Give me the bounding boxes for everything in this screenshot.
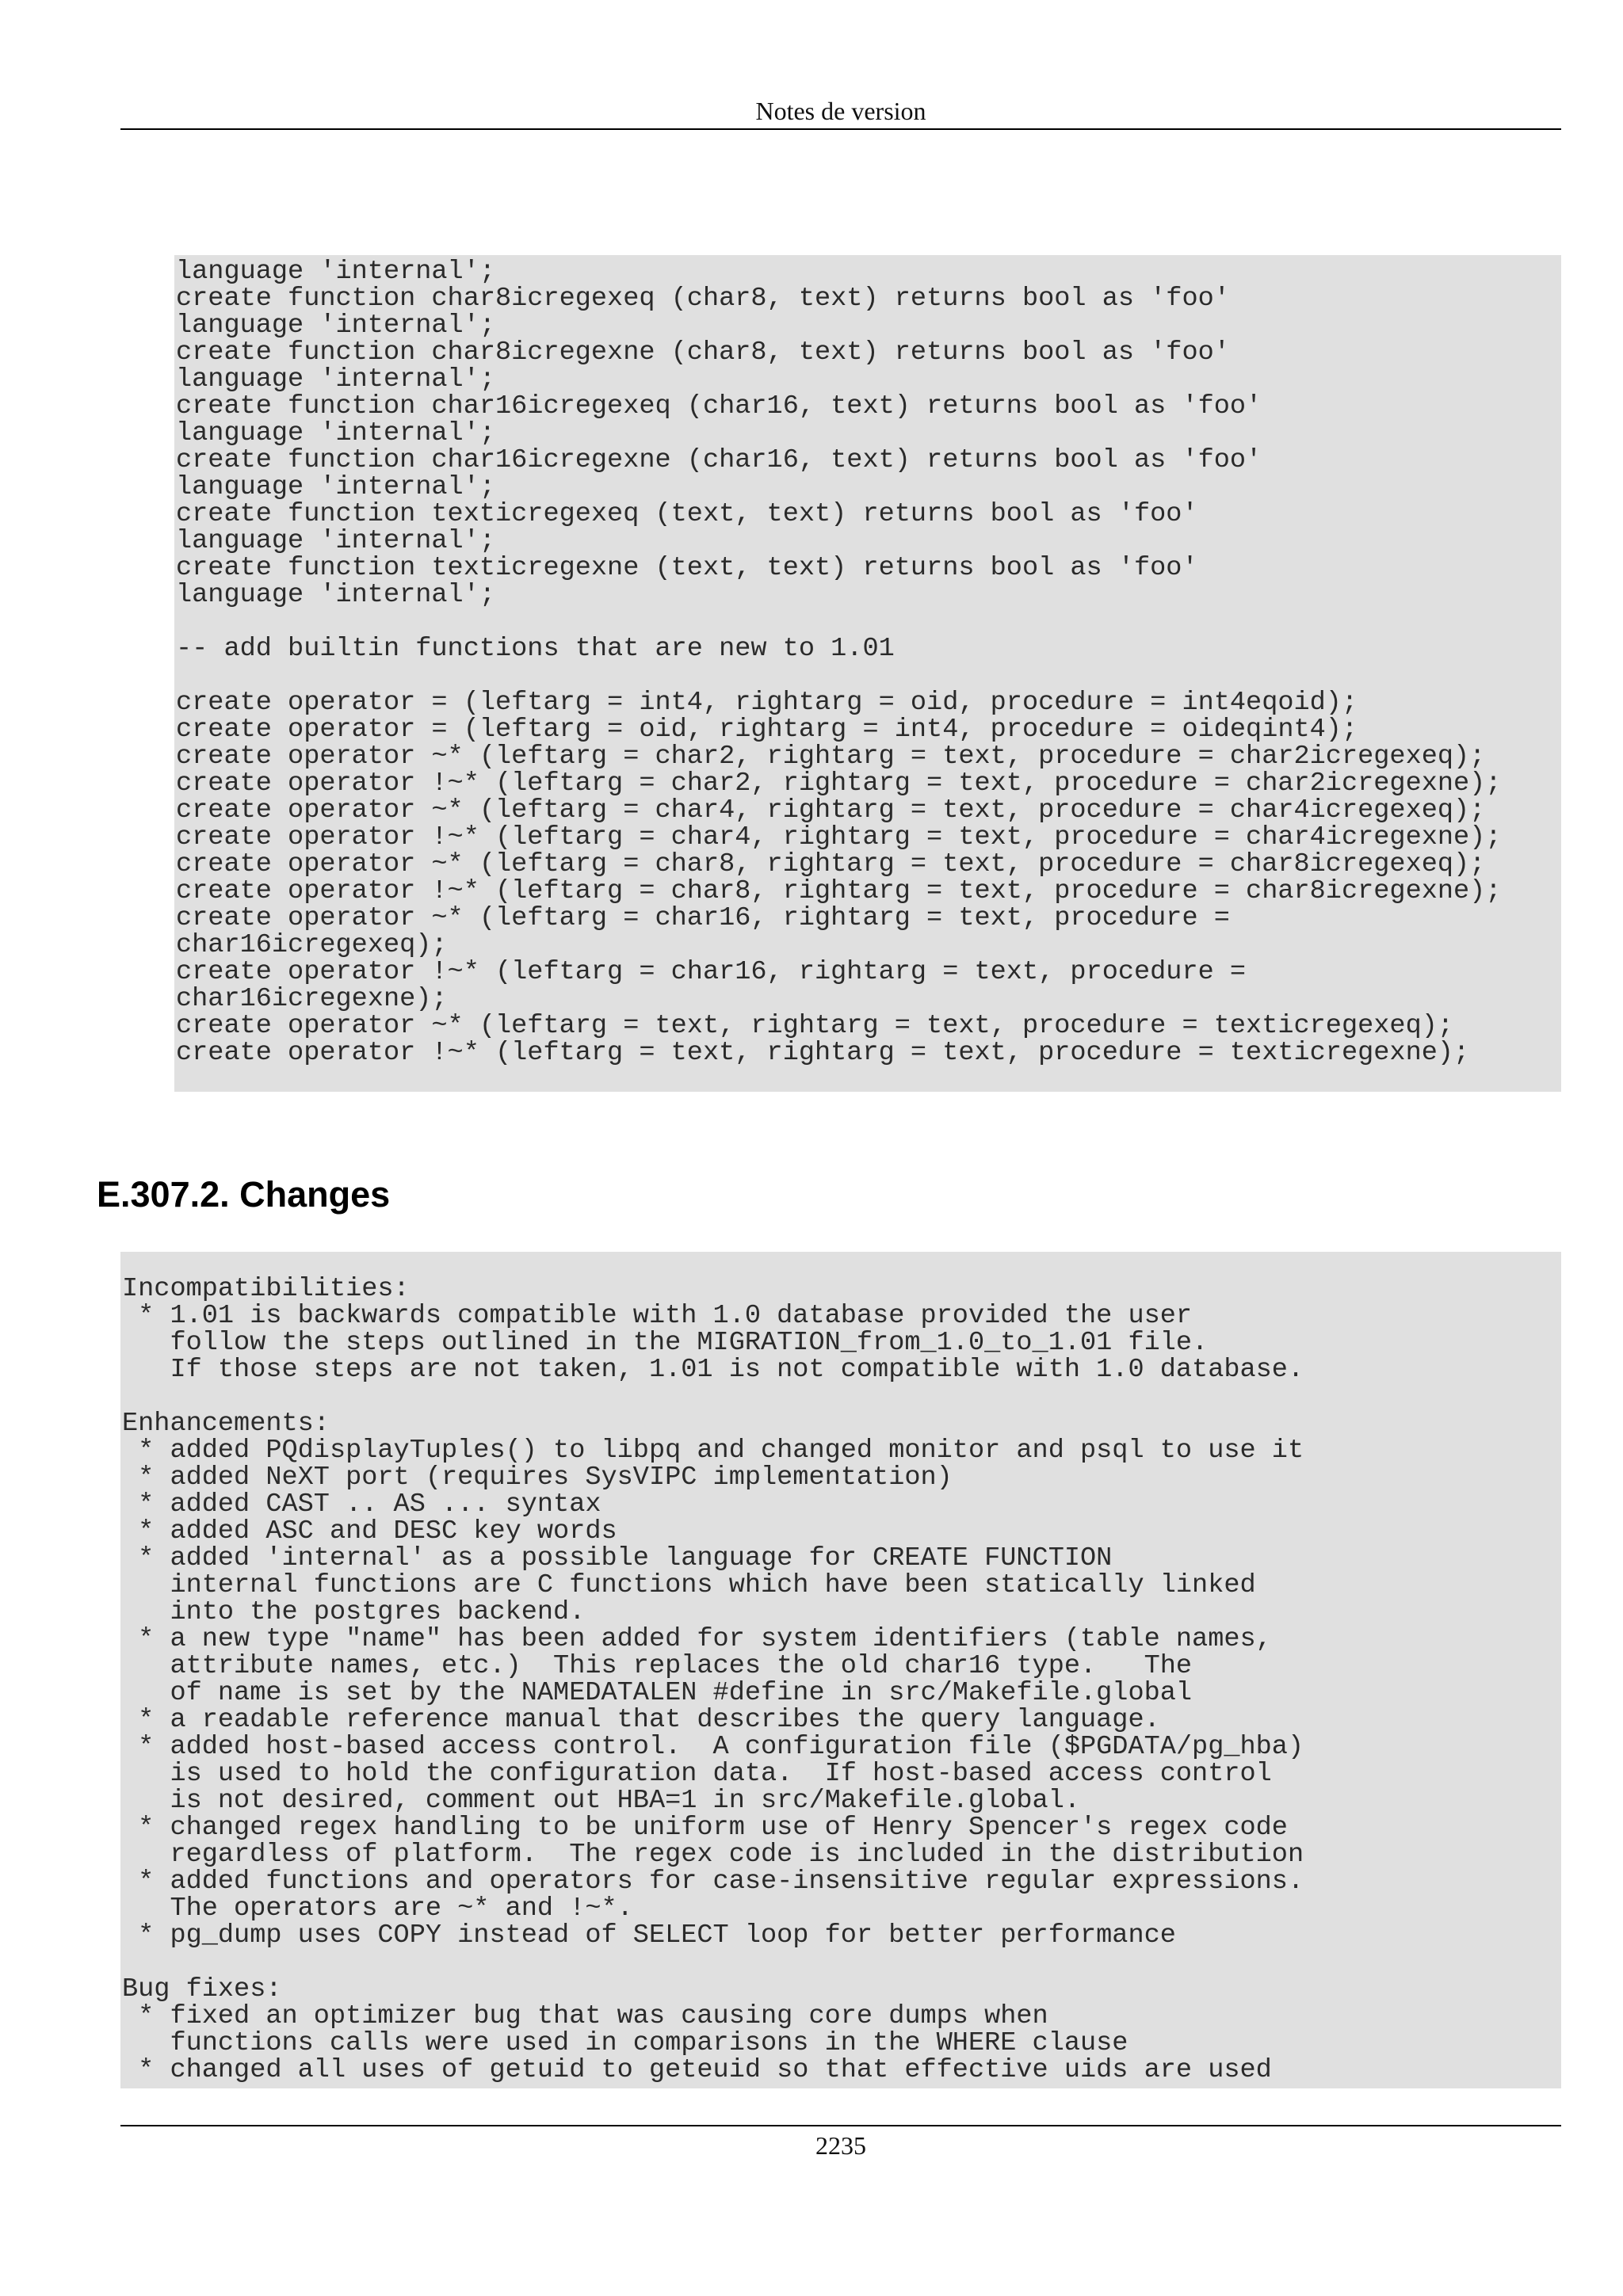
code-block-sql-functions-operators: language 'internal'; create function char8icregexeq (char8, text) returns bool as 'foo' language 'internal'; create function char8icregexne (char8, text) returns bool as 'foo' language 'internal'; create function char16icregexeq (char16, text) returns bool as 'foo' language 'internal'; create function char16icregexne (char16, text) returns bool as 'foo' language 'internal'; create function texticregexeq (text, text) returns bool as 'foo' language 'internal'; create function texticregexne (text, text) returns bool as 'foo' language 'internal'; -- add builtin functions that are new to 1.01 create operator = (leftarg = int4, rightarg = oid, procedure = int4eqoid); create operator = (leftarg = oid, rightarg = int4, procedure = oideqint4); create operator ~* (leftarg = char2, rightarg = text, procedure = char2icregexeq); create operator !~* (leftarg = char2, rightarg = text, procedure = char2icregexne); create operator ~* (leftarg = char4, rightarg = text, procedure = char4icregexeq); create operator !~* (leftarg = char4, rightarg = text, procedure = char4icregexne); create operator ~* (leftarg = char8, rightarg = text, procedure = char8icregexeq); create operator !~* (leftarg = char8, rightarg = text, procedure = char8icregexne); create operator ~* (leftarg = char16, rightarg = text, procedure = char16icregexeq); create operator !~* (leftarg = char16, rightarg = text, procedure = char16icregexne); create operator ~* (leftarg = text, rightarg = text, procedure = texticregexeq); create operator !~* (leftarg = text, rightarg = text, procedure = texticregexne); [174,255,1561,1092]
running-header: Notes de version [755,97,926,125]
header-rule [120,128,1561,130]
code-block-changes-list: Incompatibilities: * 1.01 is backwards compatible with 1.0 database provided the user follow the steps outlined in the MIGRATION_from_1.0_to_1.01 file. If those steps are not taken, 1.01 is not compatible with 1.0 database. Enhancements: * added PQdisplayTuples() to libpq and changed monitor and psql to use it * added NeXT port (requires SysVIPC implementation) * added CAST .. AS ... syntax * added ASC and DESC key words * added 'internal' as a possible language for CREATE FUNCTION internal functions are C functions which have been statically linked into the postgres backend. * a new type "name" has been added for system identifiers (table names, attribute names, etc.) This replaces the old char16 type. The of name is set by the NAMEDATALEN #define in src/Makefile.global * a readable reference manual that describes the query language. * added host-based access control. A configuration file ($PGDATA/pg_hba) is used to hold the configuration data. If host-based access control is not desired, comment out HBA=1 in src/Makefile.global. * changed regex handling to be uniform use of Henry Spencer's regex code regardless of platform. The regex code is included in the distribution * added functions and operators for case-insensitive regular expressions. The operators are ~* and !~*. * pg_dump uses COPY instead of SELECT loop for better performance Bug fixes: * fixed an optimizer bug that was causing core dumps when functions calls were used in comparisons in the WHERE clause * changed all uses of getuid to geteuid so that effective uids are used [120,1252,1561,2088]
section-heading-changes: E.307.2. Changes [97,1174,391,1215]
page-number: 2235 [815,2131,866,2160]
footer-rule [120,2125,1561,2126]
